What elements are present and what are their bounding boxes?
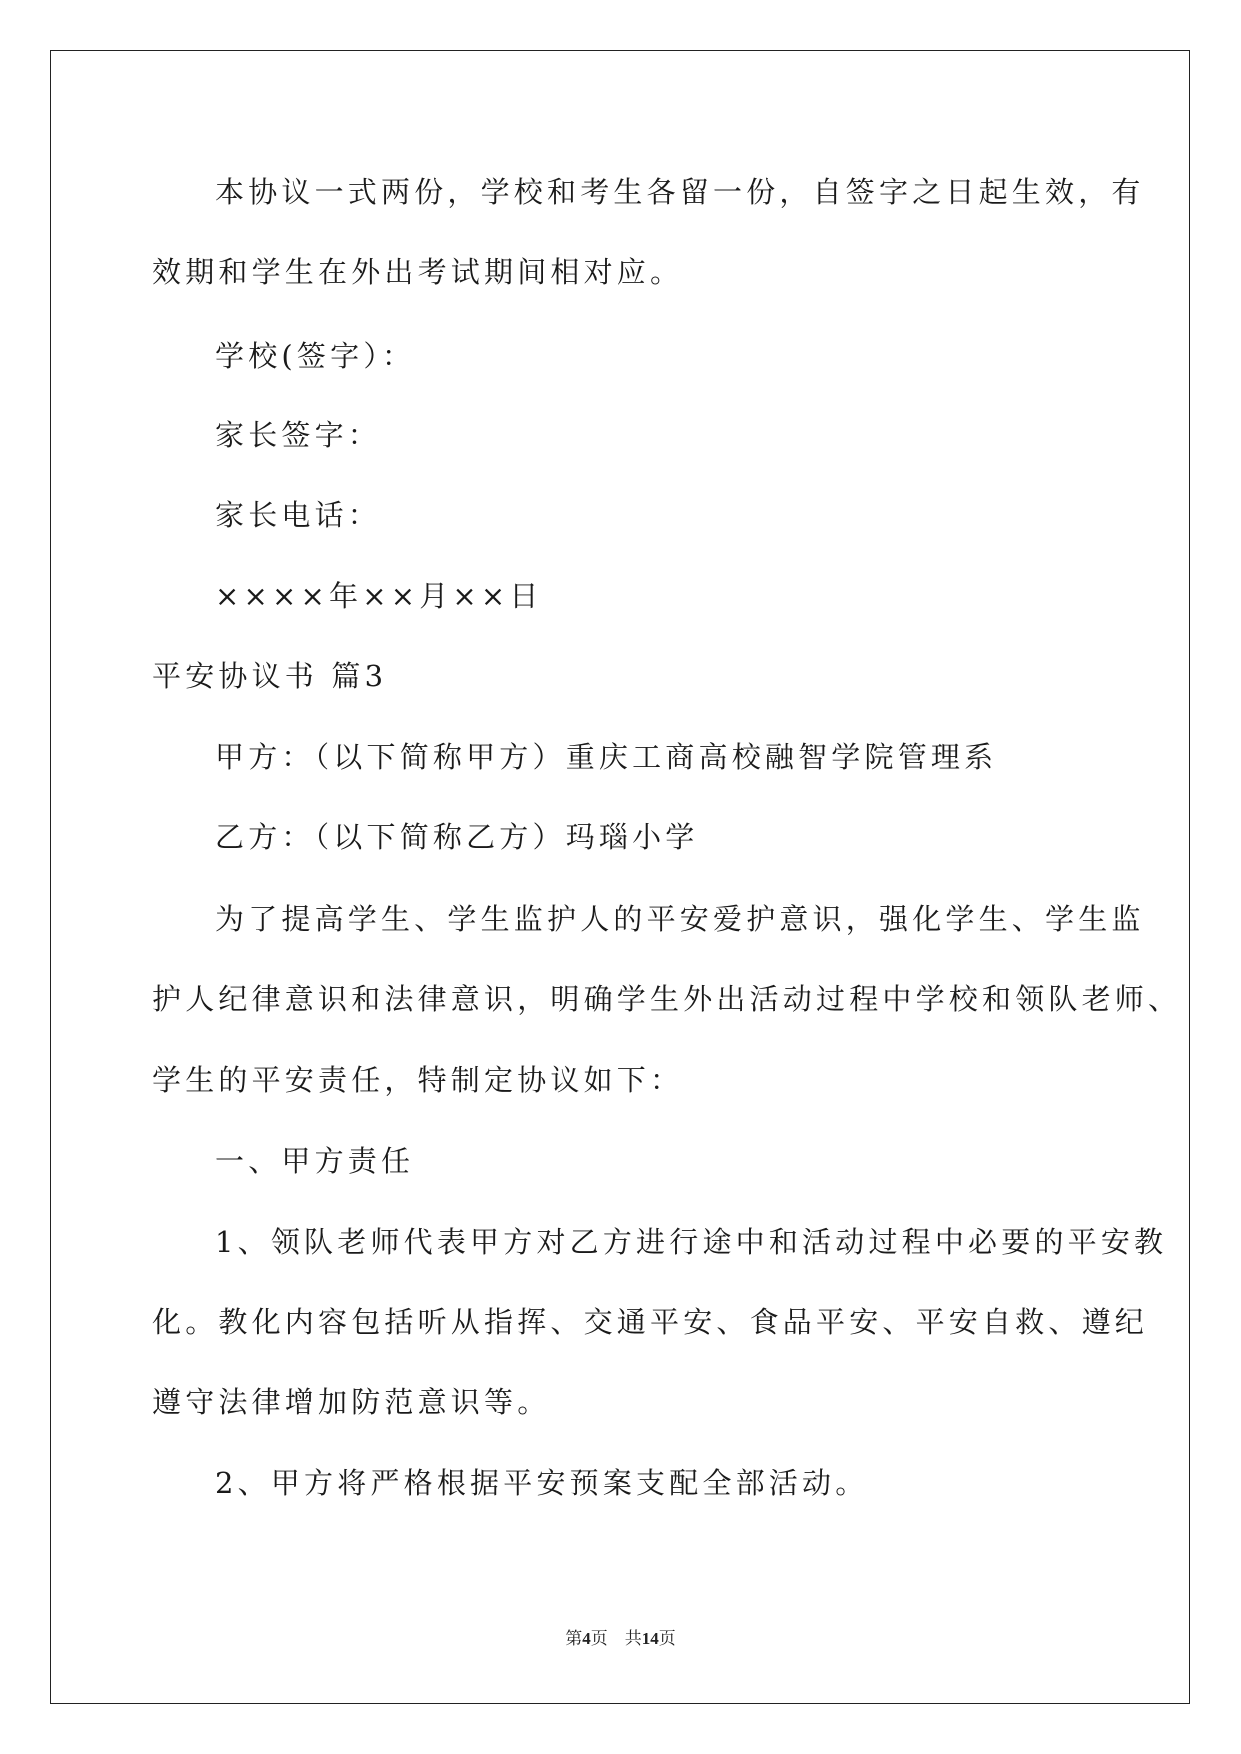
paragraph-line: 护人纪律意识和法律意识，明确学生外出活动过程中学校和领队老师、 — [152, 982, 1182, 1016]
party-b-line: 乙方：（以下简称乙方）玛瑙小学 — [215, 820, 699, 854]
paragraph-line: 遵守法律增加防范意识等。 — [152, 1385, 551, 1419]
parent-phone-line: 家长电话： — [215, 498, 382, 532]
section-heading: 平安协议书 篇3 — [152, 659, 388, 693]
clause-heading: 一、甲方责任 — [215, 1144, 415, 1178]
paragraph-line: 本协议一式两份，学校和考生各留一份，自签字之日起生效，有 — [215, 175, 1145, 209]
party-a-line: 甲方：（以下简称甲方）重庆工商高校融智学院管理系 — [215, 740, 998, 774]
total-page-number: 14 — [641, 1629, 659, 1648]
paragraph-line: 为了提高学生、学生监护人的平安爱护意识，强化学生、学生监 — [215, 902, 1145, 936]
footer-prefix: 第 — [565, 1629, 583, 1648]
current-page-number: 4 — [582, 1629, 591, 1648]
paragraph-line: 2、甲方将严格根据平安预案支配全部活动。 — [215, 1466, 869, 1500]
school-signature-line: 学校(签字）： — [215, 339, 416, 373]
paragraph-line: 化。教化内容包括听从指挥、交通平安、食品平安、平安自救、遵纪 — [152, 1305, 1149, 1339]
date-line: ××××年××月××日 — [215, 579, 543, 613]
paragraph-line: 效期和学生在外出考试期间相对应。 — [152, 255, 684, 289]
page-footer — [0, 1624, 1241, 1649]
page-border — [50, 50, 1190, 1704]
paragraph-line: 1、领队老师代表甲方对乙方进行途中和活动过程中必要的平安教 — [215, 1225, 1168, 1259]
paragraph-line: 学生的平安责任，特制定协议如下： — [152, 1063, 684, 1097]
footer-suffix: 页 — [658, 1629, 676, 1648]
parent-signature-line: 家长签字： — [215, 418, 382, 452]
footer-mid: 页 共 — [590, 1629, 642, 1648]
